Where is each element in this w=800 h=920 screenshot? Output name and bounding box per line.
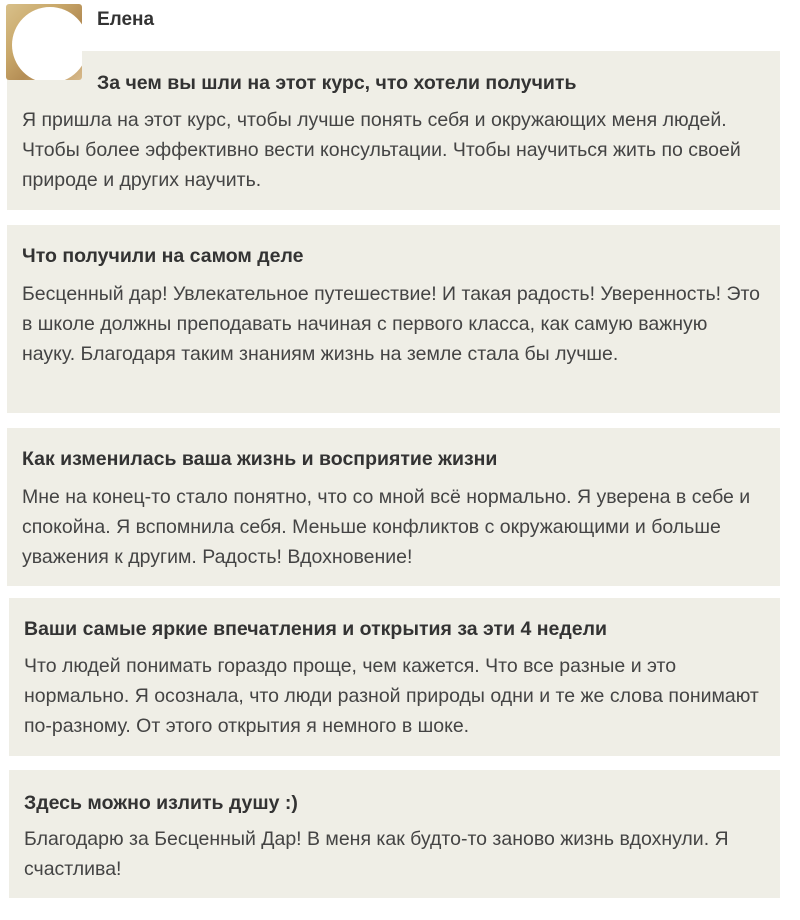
review-card-soul	[9, 770, 780, 898]
card-body-life-change: Мне на конец-то стало понятно, что со мной всё нормально. Я уверена в себе и спокойна. Я вспомнила себя. Меньше конфликтов с окружающими и больше уважения к другим. Радость! Вдохновение!	[22, 486, 751, 568]
card-body-soul: Благодарю за Бесценный Дар! В меня как будто-то заново жизнь вдохнули. Я счастлива!	[24, 828, 729, 880]
avatar-image	[6, 4, 82, 80]
card-body-impressions: Что людей понимать гораздо проще, чем кажется. Что все разные и это нормально. Я осознала, что люди разной природы одни и те же слова понимают по-разному. От этого открытия я немного в шоке.	[24, 655, 759, 737]
avatar-mask	[12, 7, 82, 80]
card-title-soul: Здесь можно излить душу :)	[24, 792, 298, 814]
review-card-received	[7, 225, 780, 413]
card-body-goals: Я пришла на этот курс, чтобы лучше понять себя и окружающих меня людей. Чтобы более эффективно вести консультации. Чтобы научиться жить по своей природе и других научить.	[22, 109, 741, 191]
card-title-impressions: Ваши самые яркие впечатления и открытия за эти 4 недели	[24, 618, 607, 640]
card-title-goals: За чем вы шли на этот курс, что хотели получить	[97, 72, 577, 94]
author-name: Елена	[97, 9, 155, 30]
card-body-received: Бесценный дар! Увлекательное путешествие! И такая радость! Уверенность! Это в школе должны преподавать начиная с первого класса, как самую важную науку. Благодаря таким знаниям жизнь на земле стала бы лучше.	[22, 283, 761, 365]
review-card-impressions	[9, 598, 780, 756]
avatar	[6, 4, 82, 80]
review-card-goals	[7, 51, 780, 210]
card-title-received: Что получили на самом деле	[22, 245, 304, 267]
card-title-life-change: Как изменилась ваша жизнь и восприятие жизни	[22, 448, 498, 470]
review-card-life-change	[7, 428, 780, 586]
